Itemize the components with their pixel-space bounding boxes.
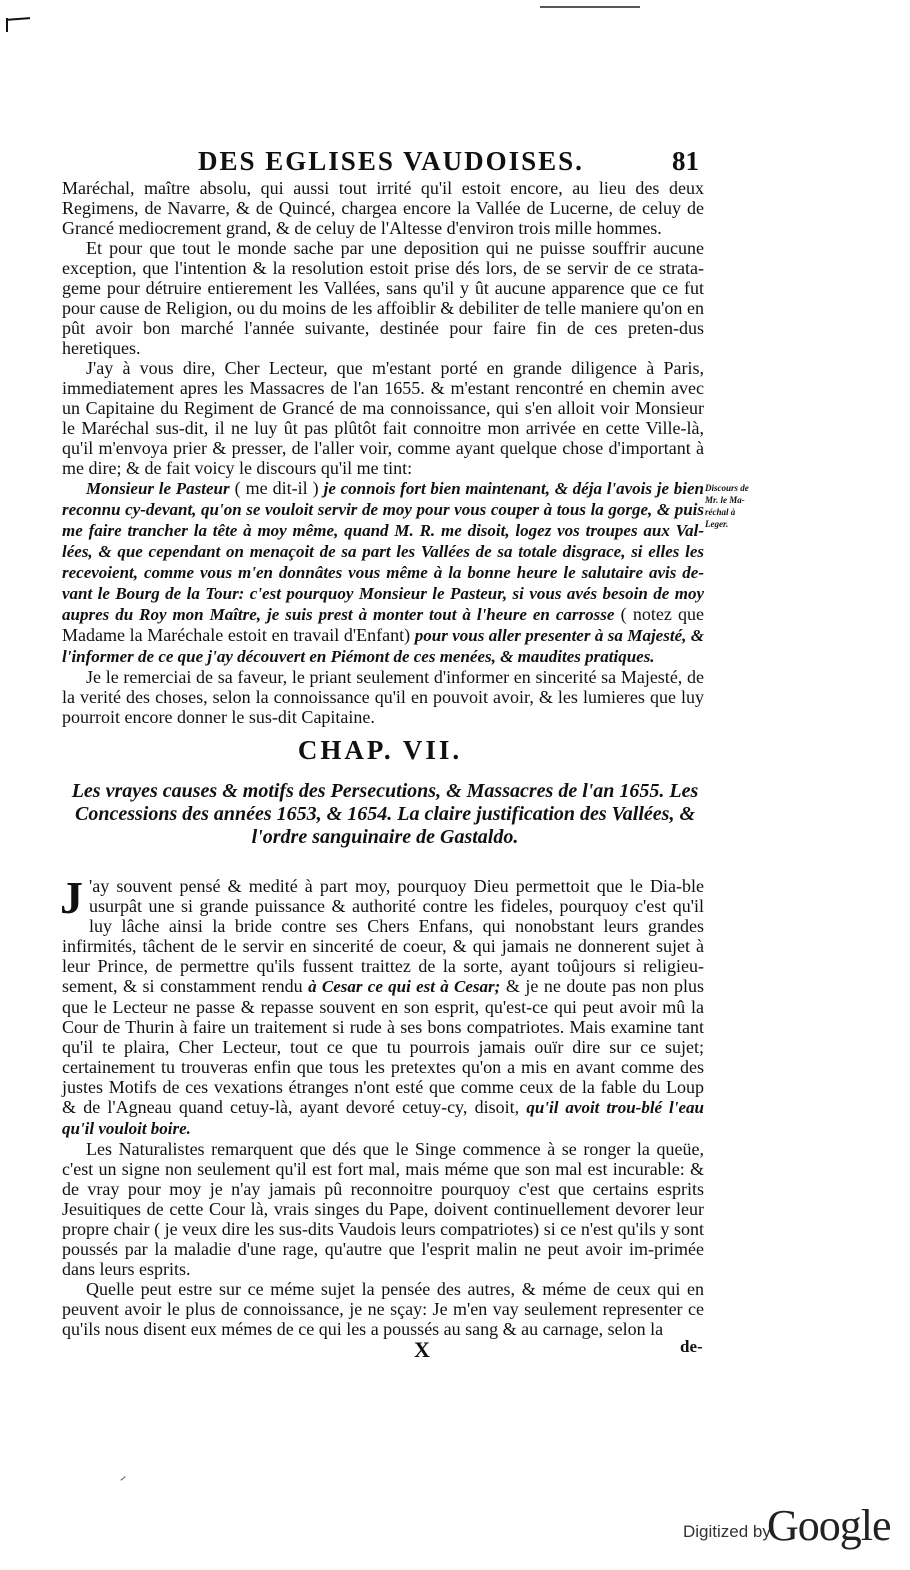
page-number: 81 <box>672 146 699 176</box>
chapter-title: CHAP. VII. <box>297 735 463 765</box>
speech-text: je connois fort bien maintenant, & déja l'avois je bien reconnu cy-devant, qu'on se vouloit servir de moy pour vous couper à tous la gorge, & puis me faire trancher la tête à moy même, quand M. R. me disoit, logez vos troupes aux Val-lées, & que cependant on menaçoit de sa part les Vallées de sa totale disgrace, si elles les recevoient, comme vous m'en donnâtes vous même à la bonne heure le salutaire avis de-vant le Bourg de la Tour: c'est pourquoy Monsieur le Pasteur, si vous avés besoin de moy aupres du Roy mon Maître, je suis prest à monter tout à l'heure en carrosse <box>62 479 705 624</box>
google-logo: Google <box>767 1501 891 1550</box>
speech-aside: ( me dit-il ) <box>234 478 319 498</box>
top-edge-rule <box>540 0 640 8</box>
chapter-p1-rest: & je ne doute pas non plus que le Lecteur ne passe & repasse souvent en son esprit, qu'est-ce qui peut avoir mû la Cour de Thurin à faire un traitement si rude à ses bons compatriotes. Mais examine tant qu'il te plaira, Cher Lecteur, tout ce que tu pourrois jamais ouïr dire sur ce sujet; certainement tu trouveras enfin que tous les pretextes qu'on a mis en avant comme des justes Motifs de ces vexations étranges n'ont esté que comme ceux de la fable du Loup & de l'Agneau quand cetuy-là, ayant devoré cetuy-cy, disoit, <box>62 976 705 1117</box>
paragraph-reply: Je le remerciai de sa faveur, le priant seulement d'informer en sincerité sa Majesté, de la verité des choses, selon la connoissance qu'il en pouvoit avoir, & les lumieres que luy pourroit encore donner le sus-dit Capitaine. <box>62 667 704 727</box>
margin-note: Discours de Mr. le Ma-réchal à Leger. <box>705 483 749 529</box>
speech-note: ( notez que Madame la Maréchale estoit en travail d'Enfant) <box>62 604 705 645</box>
speech-addressee: Monsieur le Pasteur <box>86 479 230 498</box>
chapter-text-block <box>60 872 705 1339</box>
running-title: DES EGLISES VAUDOISES. <box>198 146 584 176</box>
chapter-summary: Les vrayes causes & motifs des Persecutions, & Massacres de l'an 1655. Les Concessions des années 1653, & 1654. La claire justification des Vallées, & l'ordre sanguinaire de Gastaldo. <box>71 780 699 848</box>
chapter-p1-end: qu'il avoit trou-blé l'eau qu'il vouloit boire. <box>62 1098 704 1138</box>
page-header <box>0 146 910 178</box>
signature-mark: X <box>414 1337 430 1362</box>
drop-cap: J <box>60 872 83 923</box>
paragraph-paris-journey: J'ay à vous dire, Cher Lecteur, que m'estant porté en grande diligence à Paris, immediatement apres les Massacres de l'an 1655. & m'estant rencontré en chemin avec un Capitaine du Regiment de Grancé de ma connoissance, qui s'en alloit voir Monsieur le Maréchal sus-dit, il ne luy ût pas plûtôt fait connoitre mon arrivée en cette Ville-là, qu'il m'envoya prier & presser, de l'aller voir, comme ayant quelque chose d'important à me dire; & de fait voicy le discours qu'il me tint: <box>62 358 704 478</box>
speech-end: pour vous aller presenter à sa Majesté, & l'informer de ce que j'ay découvert en Piémont de ces menées, & maudites pratiques. <box>62 626 704 666</box>
chapter-p1-main: 'ay souvent pensé & medité à part moy, pourquoy Dieu permettoit que le Dia-ble usurpât une si grande puissance & authorité contre les fideles, pourquoy c'est qu'il luy lâche ainsi la bride contre ses Chers Enfans, qui nonobstant leurs grandes infirmités, tâchent de le servir en sincerité de coeur, & qui jamais ne donnerent sujet à leur Prince, de permettre qu'ils fussent traittez de la sorte, ayant toûjours si religieu-sement, & si constamment rendu <box>62 876 704 996</box>
digitized-by-label: Digitized by <box>683 1522 771 1541</box>
chapter-paragraph-3: Quelle peut estre sur ce méme sujet la pensée des autres, & méme de ceux qui en peuvent avoir le plus de connoissance, je ne sçay: Je m'en vay seulement representer ce qu'ils nous disent eux mémes de ce qui les a poussés au sang & au carnage, selon la <box>62 1279 704 1339</box>
catchword: de- <box>680 1337 703 1356</box>
top-text-block <box>62 178 704 727</box>
corner-mark-vertical <box>6 18 8 32</box>
chapter-p1-quote: à Cesar ce qui est à Cesar; <box>308 977 501 996</box>
chapter-paragraph-2: Les Naturalistes remarquent que dés que le Singe commence à se ronger la queüe, c'est un signe non seulement qu'il est fort mal, mais méme que son mal est incurable: & de vray pour moy je n'ay jamais pû reconnoitre pourquoy c'est que certains esprits Jesuitiques de cette Cour là, vrais singes du Pape, doivent continuellement devorer leur propre chair ( je veux dire les sus-dits Vaudois leurs compatriotes) si ce n'est qu'ils y sont poussés par la maladie d'une rage, qu'autre que l'esprit malin ne peut avoir im-primée dans leurs esprits. <box>62 1139 704 1279</box>
chapter-paragraph-1 <box>60 872 705 1139</box>
stray-mark <box>120 1476 125 1481</box>
paragraph-continued: Maréchal, maître absolu, qui aussi tout irrité qu'il estoit encore, au lieu des deux Regimens, de Navarre, & de Quincé, chargea encore la Vallée de Lucerne, de celuy de Grancé mediocrement grand, & de celuy de l'Altesse d'environ trois mille hommes. <box>62 178 704 238</box>
paragraph-deposition: Et pour que tout le monde sache par une deposition qui ne puisse souffrir aucune exception, que l'intention & la resolution estoit prise dés lors, de se servir de ce strata-geme pour détruire entierement les Vallées, sans qu'il y ût aucune apparence que ce fut pour cause de Religion, ou du moins de les affoiblir & debiliter de telle maniere qu'on en pût avoir bon marché l'année suivante, destinée pour faire fin de ces preten-dus heretiques. <box>62 238 704 358</box>
corner-mark <box>6 17 30 21</box>
paragraph-speech <box>62 478 704 667</box>
